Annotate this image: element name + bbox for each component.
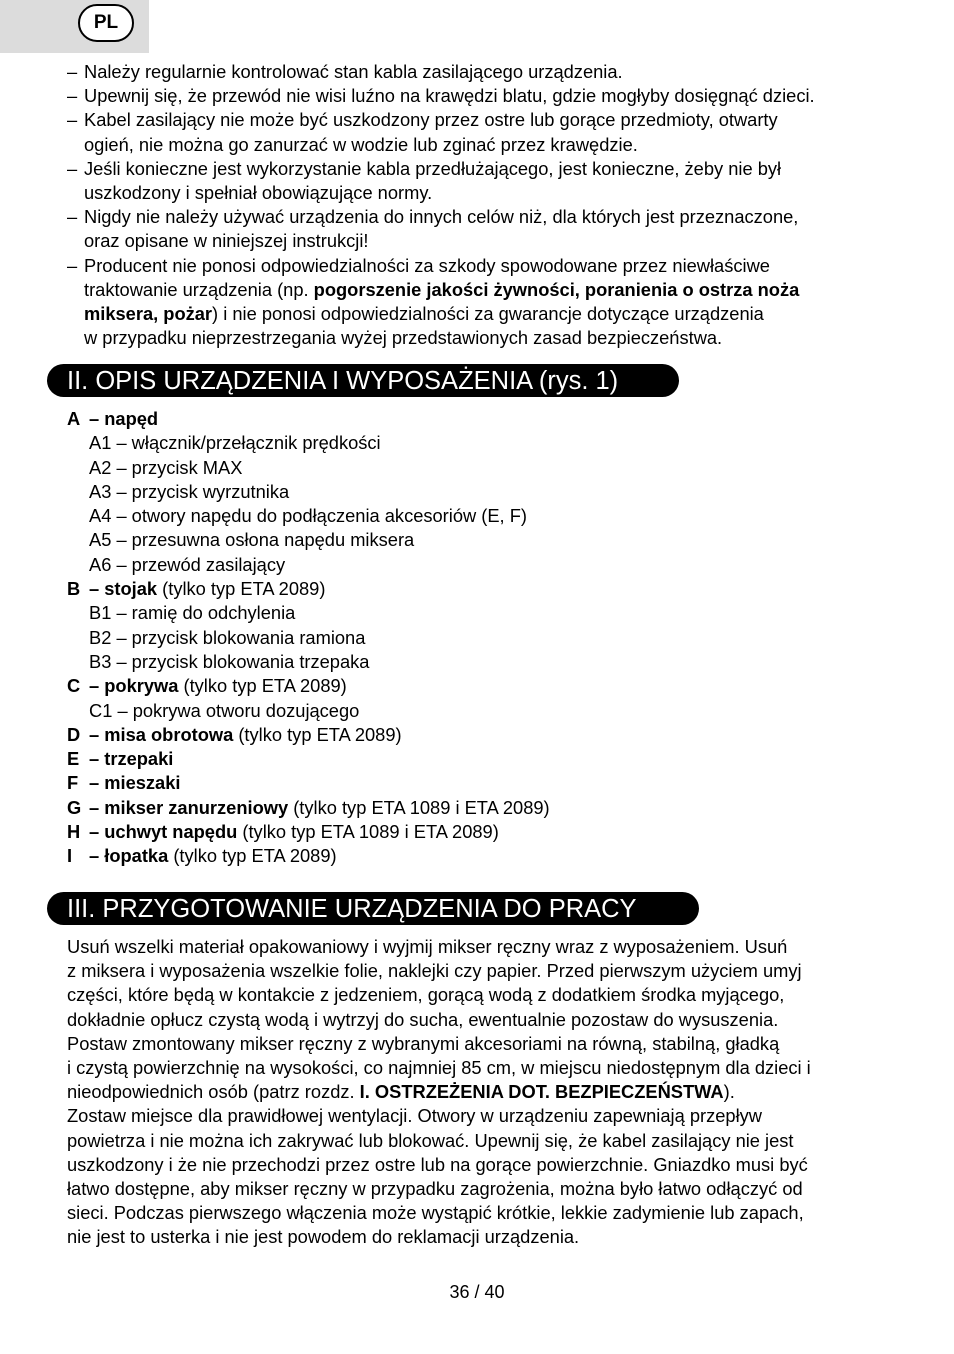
part-item [67,407,917,431]
language-tab [0,0,149,53]
text-span: ). [723,1081,735,1103]
text-line [67,1080,912,1104]
text-line: Usuń wszelki materiał opakowaniowy i wyjmij mikser ręczny wraz z wyposażeniem. Usuń [67,936,788,957]
sub-part-item: A2 – przycisk MAX [89,456,243,478]
section-heading-preparation: III. PRZYGOTOWANIE URZĄDZENIA DO PRACY [47,892,699,925]
page-number: 36 / 40 [449,1282,505,1302]
text-line: sieci. Podczas pierwszego włączenia może wystąpić krótkie, lekkie zadymienie lub zapach, [67,1202,804,1224]
bullet-dash: – [67,206,78,228]
list-item [67,60,917,84]
text-line: uszkodzony i spełniał obowiązujące normy. [84,182,433,204]
text-line: Jeśli konieczne jest wykorzystanie kabla przedłużającego, jest konieczne, żeby nie był [84,157,782,179]
part-name: – uchwyt napędu [89,821,238,843]
part-note: (tylko typ ETA 2089) [168,845,337,867]
sub-part-item: B1 – ramię do odchylenia [89,602,296,624]
part-note: (tylko typ ETA 2089) [233,723,402,745]
part-code: F [67,772,79,794]
part-code: G [67,796,82,818]
sub-part-item: C1 – pokrywa otworu dozującego [89,699,360,721]
sub-part-item: A6 – przewód zasilający [89,553,286,575]
sub-part-item: A4 – otwory napędu do podłączenia akcesoriów (E, F) [89,505,527,527]
part-note: (tylko typ ETA 2089) [178,675,347,697]
part-item [67,820,917,844]
text-line: Zostaw miejsce dla prawidłowej wentylacji. Otwory w urządzeniu zapewniają przepływ [67,1105,762,1127]
part-name: – mieszaki [89,772,181,794]
safety-bullet-list [67,60,917,350]
sub-part-item: A1 – włącznik/przełącznik prędkości [89,432,381,454]
text-line: dokładnie opłucz czystą wodą i wytrzyj do sucha, ewentualnie pozostaw do wysuszenia. [67,1008,779,1030]
bullet-dash: – [67,157,78,179]
part-item [67,844,917,868]
sub-part-item: A5 – przesuwna osłona napędu miksera [89,529,415,551]
part-note: (tylko typ ETA 2089) [157,578,326,600]
list-item [67,108,917,156]
list-item [67,254,917,351]
part-code: I [67,845,73,867]
text-line: uszkodzony i że nie przechodzi przez ostre lub na gorące powierzchnie. Gniazdko musi być [67,1153,808,1175]
part-item [67,577,917,601]
part-name: – napęd [89,408,159,429]
bold-text: miksera, pożar [84,303,213,325]
bullet-dash: – [67,254,78,276]
part-item [67,771,917,795]
text-line: w przypadku nieprzestrzegania wyżej przedstawionych zasad bezpieczeństwa. [84,327,723,349]
part-item [67,747,917,771]
sub-part-item: B3 – przycisk blokowania trzepaka [89,650,370,672]
part-code: E [67,748,80,770]
bold-text: pogorszenie jakości żywności, poranienia o ostrza noża [313,278,800,300]
part-code: B [67,578,81,600]
parts-list [67,407,917,869]
text-line: Należy regularnie kontrolować stan kabla zasilającego urządzenia. [84,61,623,82]
part-name: – misa obrotowa [89,723,234,745]
list-item [67,84,917,108]
part-item [67,674,917,698]
text-line: części, które będą w kontakcie z jedzeniem, gorącą wodą z dodatkiem środka myjącego, [67,984,785,1006]
text-span: nieodpowiednich osób (patrz rozdz. [67,1081,360,1103]
list-item [67,157,917,205]
text-line: powietrza i nie można ich zakrywać lub blokować. Upewnij się, że kabel zasilający nie jest [67,1129,794,1151]
part-code: H [67,821,81,843]
part-item [67,796,917,820]
part-name: – łopatka [89,845,169,867]
part-code: A [67,408,81,429]
part-item [67,723,917,747]
bold-text: I. OSTRZEŻENIA DOT. BEZPIECZEŃSTWA [359,1081,724,1103]
text-line: ogień, nie można go zanurzać w wodzie lub zginać przez krawędzie. [84,133,638,155]
text-line: Postaw zmontowany mikser ręczny z wybranymi akcesoriami na równą, stabilną, gładką [67,1032,780,1054]
part-note: (tylko typ ETA 1089 i ETA 2089) [237,821,499,843]
part-name: – pokrywa [89,675,179,697]
sub-part-item: B2 – przycisk blokowania ramiona [89,626,366,648]
text-line: łatwo dostępne, aby mikser ręczny w przypadku zagrożenia, można było łatwo odłączyć od [67,1178,803,1200]
text-span: ) i nie ponosi odpowiedzialności za gwarancje dotyczące urządzenia [212,303,764,325]
text-line: oraz opisane w niniejszej instrukcji! [84,230,369,252]
bullet-dash: – [67,109,78,131]
preparation-paragraph [67,935,912,1250]
sub-part-item: A3 – przycisk wyrzutnika [89,480,290,502]
part-code: C [67,675,81,697]
text-line: Nigdy nie należy używać urządzenia do innych celów niż, dla których jest przeznaczone, [84,206,799,228]
bullet-dash: – [67,61,78,82]
part-name: – stojak [89,578,158,600]
text-line [84,278,917,302]
text-line [84,302,917,326]
part-name: – trzepaki [89,748,174,770]
text-line: i czystą powierzchnię na wysokości, co najmniej 85 cm, w miejscu niedostępnym dla dzieci i [67,1057,811,1079]
part-note: (tylko typ ETA 1089 i ETA 2089) [288,796,550,818]
language-badge: PL [78,4,134,42]
list-item [67,205,917,253]
part-code: D [67,723,81,745]
text-line: z miksera i wyposażenia wszelkie folie, naklejki czy papier. Przed pierwszym użyciem umyj [67,960,802,982]
part-name: – mikser zanurzeniowy [89,796,289,818]
section-heading-description: II. OPIS URZĄDZENIA I WYPOSAŻENIA (rys. 1) [47,364,679,397]
text-line: Producent nie ponosi odpowiedzialności za szkody spowodowane przez niewłaściwe [84,254,770,276]
text-line: Upewnij się, że przewód nie wisi luźno na krawędzi blatu, gdzie mogłyby dosięgnąć dzieci. [84,85,815,107]
bullet-dash: – [67,85,78,107]
text-line: Kabel zasilający nie może być uszkodzony przez ostre lub gorące przedmioty, otwarty [84,109,778,131]
text-span: traktowanie urządzenia (np. [84,278,314,300]
text-line: nie jest to usterka i nie jest powodem do reklamacji urządzenia. [67,1226,580,1248]
